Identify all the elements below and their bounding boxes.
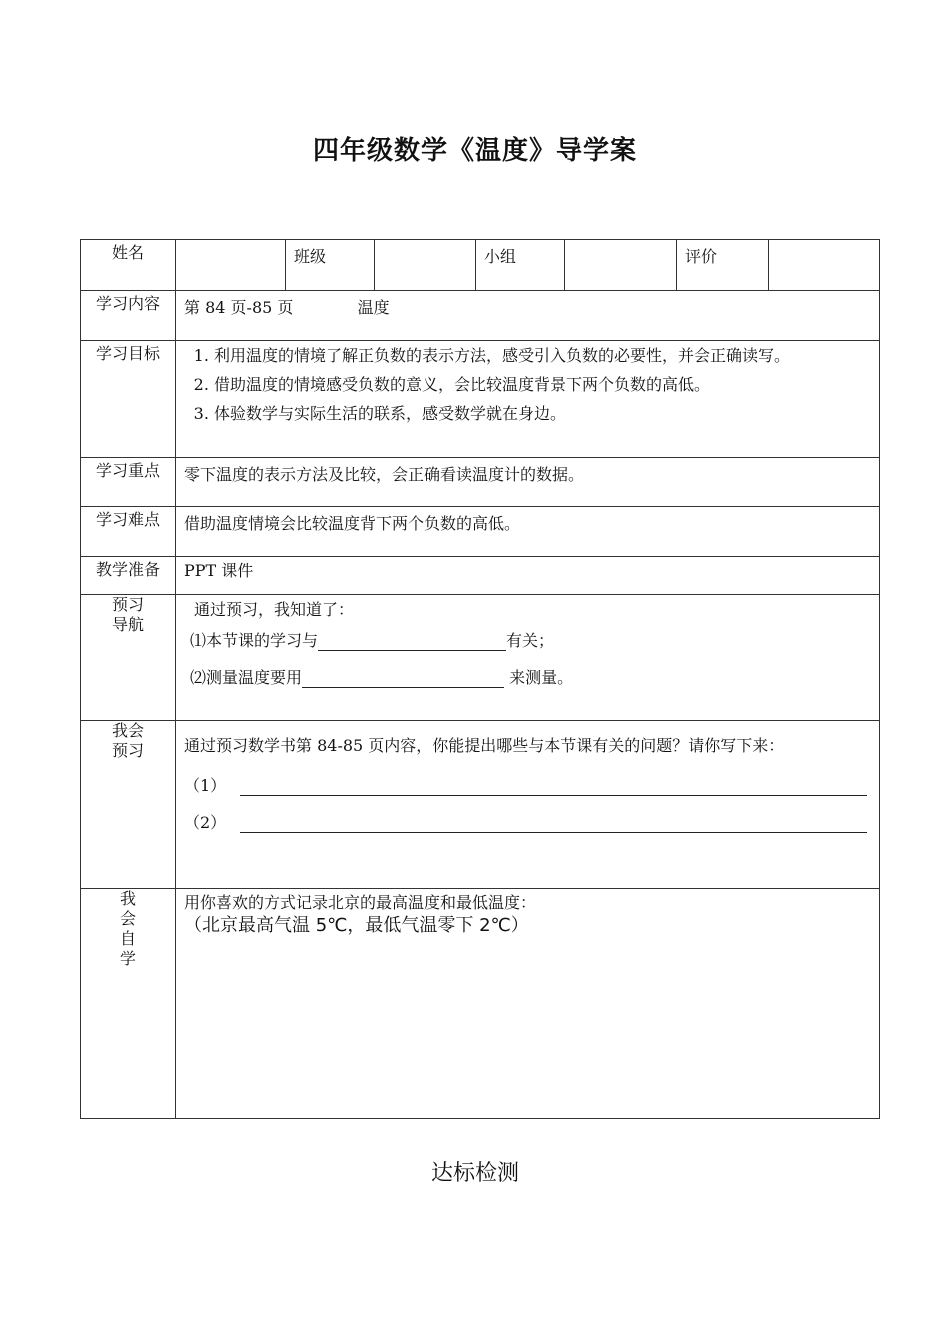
self-study-row <box>81 889 880 1119</box>
prep-row <box>81 557 880 595</box>
prep-text: PPT 课件 <box>184 561 254 580</box>
preview-row <box>81 721 880 889</box>
prep-cell <box>176 557 880 595</box>
difficulty-cell <box>176 507 880 557</box>
section-heading: 达标检测 <box>430 1161 519 1186</box>
preview-nav-row <box>81 595 880 721</box>
goals-row <box>81 341 880 458</box>
preview-nav-q2: ⑵测量温度要用 来测量。 <box>190 668 574 687</box>
eval-label: 评价 <box>677 240 769 291</box>
page-title: 四年级数学《温度》导学案 <box>312 136 637 166</box>
key-point-cell <box>176 458 880 507</box>
prep-label: 教学准备 <box>81 557 176 595</box>
preview-nav-intro: 通过预习，我知道了： <box>194 600 355 619</box>
name-label: 姓名 <box>81 240 176 291</box>
content-topic: 温度 <box>357 298 390 317</box>
goals-label: 学习目标 <box>81 341 176 458</box>
group-label: 小组 <box>476 240 565 291</box>
preview-label: 我会 预习 <box>81 721 176 889</box>
preview-answer-2: （2） <box>176 810 879 833</box>
blank-line[interactable] <box>318 632 506 651</box>
self-study-prompt: 用你喜欢的方式记录北京的最高温度和最低温度：（北京最高气温 5℃，最低气温零下 2℃） <box>184 893 537 936</box>
preview-answer-1: （1） <box>176 773 879 796</box>
blank-line[interactable] <box>302 669 504 688</box>
lesson-plan-table <box>80 239 880 1119</box>
class-field[interactable] <box>375 240 476 291</box>
class-label: 班级 <box>286 240 375 291</box>
goals-cell <box>176 341 880 458</box>
content-cell <box>176 291 880 341</box>
goal-item: 3. 体验数学与实际生活的联系，感受数学就在身边。 <box>214 399 871 428</box>
name-field[interactable] <box>176 240 286 291</box>
preview-cell <box>176 721 880 889</box>
self-study-label: 我 会 自 学 <box>81 889 176 1119</box>
goal-item: 1. 利用温度的情境了解正负数的表示方法，感受引入负数的必要性，并会正确读写。 <box>214 341 871 370</box>
difficulty-row <box>81 507 880 557</box>
key-point-label: 学习重点 <box>81 458 176 507</box>
group-field[interactable] <box>565 240 677 291</box>
difficulty-text: 借助温度情境会比较温度背下两个负数的高低。 <box>184 514 521 533</box>
goals-list <box>176 341 879 428</box>
preview-nav-cell <box>176 595 880 721</box>
preview-nav-label: 预习 导航 <box>81 595 176 721</box>
difficulty-label: 学习难点 <box>81 507 176 557</box>
header-row <box>81 240 880 291</box>
self-study-cell[interactable] <box>176 889 880 1119</box>
goal-item: 2. 借助温度的情境感受负数的意义，会比较温度背景下两个负数的高低。 <box>214 370 871 399</box>
content-pages: 第 84 页-85 页 <box>184 298 294 317</box>
key-point-text: 零下温度的表示方法及比较，会正确看读温度计的数据。 <box>184 465 585 484</box>
preview-prompt: 通过预习数学书第 84-85 页内容，你能提出哪些与本节课有关的问题？请你写下来： <box>184 736 785 755</box>
answer-line[interactable] <box>240 775 867 796</box>
key-point-row <box>81 458 880 507</box>
preview-nav-q1: ⑴本节课的学习与 有关； <box>190 631 555 650</box>
content-row <box>81 291 880 341</box>
content-label: 学习内容 <box>81 291 176 341</box>
answer-line[interactable] <box>240 812 867 833</box>
eval-field[interactable] <box>769 240 880 291</box>
